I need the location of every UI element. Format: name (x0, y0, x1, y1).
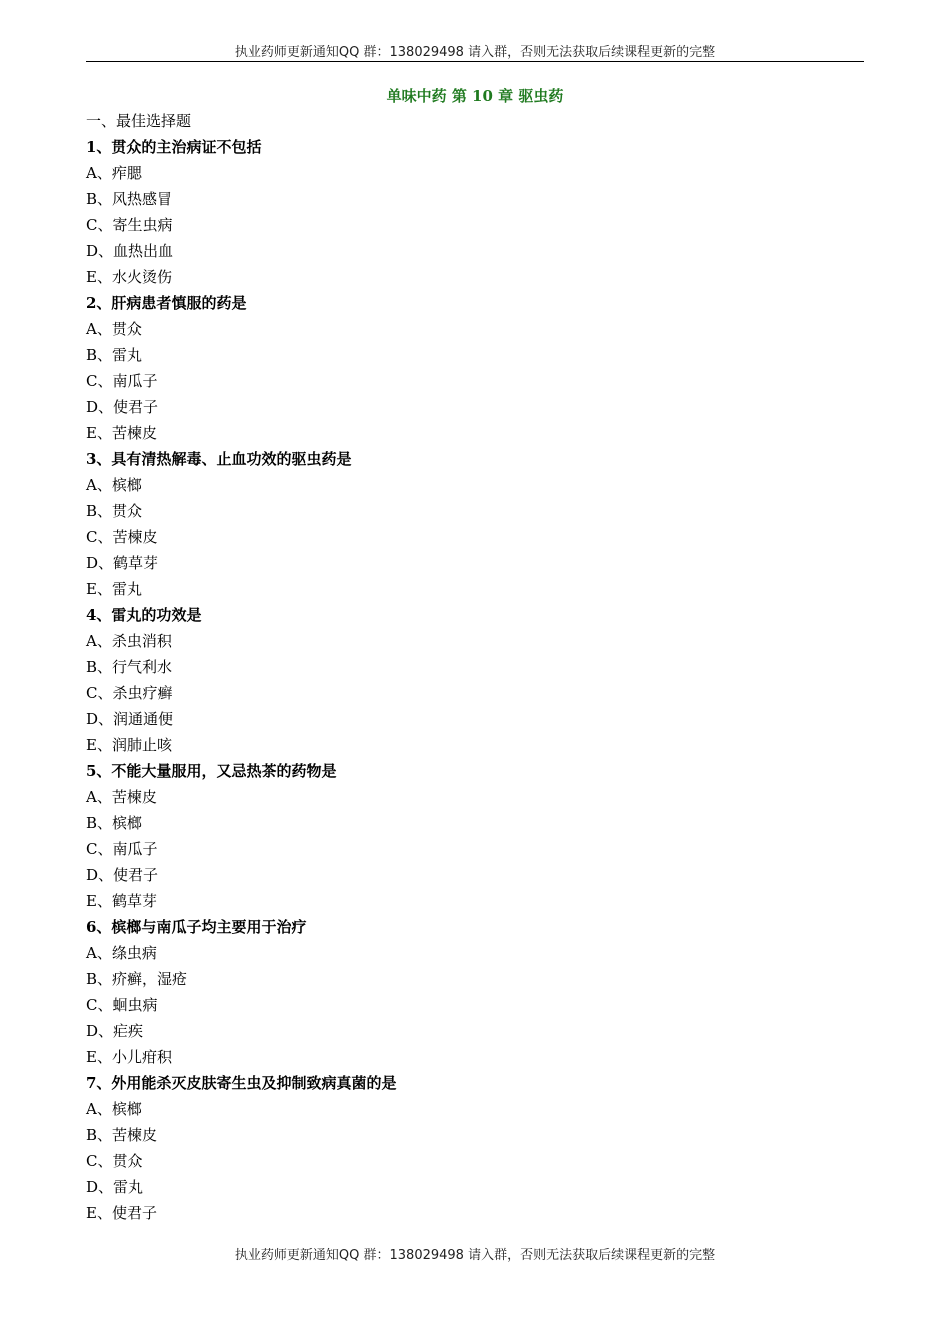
footer-notice-qq: QQ (338, 1248, 360, 1263)
footer-notice-suffix: 请入群，否则无法获取后续课程更新的完整 (463, 1248, 716, 1263)
answer-option: A、贯众 (86, 320, 142, 338)
question-stem: 6、槟榔与南瓜子均主要用于治疗 (86, 918, 307, 936)
answer-option: E、苦楝皮 (86, 424, 157, 442)
footer-notice-number: 138029498 (389, 1248, 464, 1263)
question-stem: 4、雷丸的功效是 (86, 606, 202, 624)
answer-option: D、鹤草芽 (86, 554, 159, 572)
answer-option: B、风热感冒 (86, 190, 173, 208)
header-notice-prefix: 执业药师更新通知 (234, 45, 339, 60)
answer-option: A、槟榔 (86, 1100, 142, 1118)
question-list (86, 108, 864, 1226)
footer-notice (0, 1247, 950, 1265)
answer-option: A、杀虫消积 (86, 632, 172, 650)
answer-option: E、润肺止咳 (86, 736, 172, 754)
answer-option: D、雷丸 (86, 1178, 144, 1196)
question-stem: 3、具有清热解毒、止血功效的驱虫药是 (86, 450, 352, 468)
answer-option: C、南瓜子 (86, 372, 158, 390)
answer-option: B、疥癣，湿疮 (86, 970, 188, 988)
answer-option: D、润通通便 (86, 710, 174, 728)
header-notice-group: 群： (359, 45, 390, 60)
answer-option: C、南瓜子 (86, 840, 158, 858)
answer-option: B、槟榔 (86, 814, 143, 832)
answer-option: A、苦楝皮 (86, 788, 157, 806)
answer-option: C、杀虫疗癣 (86, 684, 173, 702)
answer-option: C、寄生虫病 (86, 216, 173, 234)
answer-option: B、雷丸 (86, 346, 143, 364)
answer-option: B、贯众 (86, 502, 143, 520)
answer-option: E、水火烫伤 (86, 268, 172, 286)
question-stem: 1、贯众的主治病证不包括 (86, 138, 262, 156)
answer-option: A、绦虫病 (86, 944, 157, 962)
answer-option: D、血热出血 (86, 242, 174, 260)
header-notice (0, 44, 950, 62)
answer-option: A、槟榔 (86, 476, 142, 494)
footer-notice-prefix: 执业药师更新通知 (234, 1248, 339, 1263)
header-divider (86, 61, 864, 62)
header-notice-number: 138029498 (389, 45, 464, 60)
answer-option: E、雷丸 (86, 580, 142, 598)
answer-option: D、使君子 (86, 398, 159, 416)
answer-option: E、小儿疳积 (86, 1048, 172, 1066)
answer-option: C、蛔虫病 (86, 996, 158, 1014)
question-stem: 7、外用能杀灭皮肤寄生虫及抑制致病真菌的是 (86, 1074, 397, 1092)
answer-option: E、鹤草芽 (86, 892, 157, 910)
answer-option: E、使君子 (86, 1204, 157, 1222)
header-notice-qq: QQ (338, 45, 360, 60)
header-notice-suffix: 请入群，否则无法获取后续课程更新的完整 (463, 45, 716, 60)
answer-option: B、行气利水 (86, 658, 173, 676)
question-stem: 5、不能大量服用，又忌热茶的药物是 (86, 762, 337, 780)
chapter-title: 单味中药 第 10 章 驱虫药 (386, 87, 564, 105)
answer-option: C、苦楝皮 (86, 528, 158, 546)
answer-option: B、苦楝皮 (86, 1126, 158, 1144)
questions-container (86, 134, 864, 1226)
answer-option: D、使君子 (86, 866, 159, 884)
answer-option: C、贯众 (86, 1152, 143, 1170)
question-stem: 2、肝病患者慎服的药是 (86, 294, 247, 312)
section-heading: 一、最佳选择题 (86, 112, 192, 130)
answer-option: A、痄腮 (86, 164, 142, 182)
footer-notice-group: 群： (359, 1248, 390, 1263)
answer-option: D、疟疾 (86, 1022, 144, 1040)
